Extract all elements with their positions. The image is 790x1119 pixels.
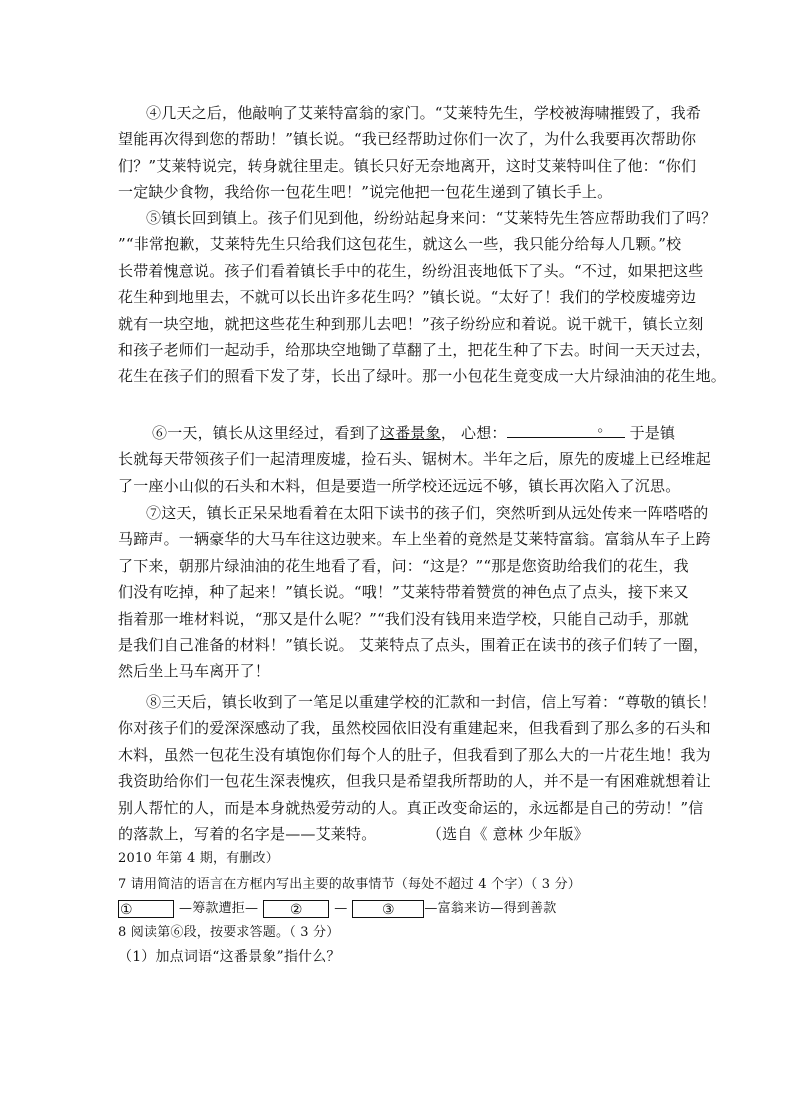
p6-tail-text: 于是镇: [624, 424, 676, 442]
text-line: 花生种到地里去，不就可以长出许多花生吗？”镇长说。“太好了！我们的学校废墟旁边: [118, 288, 697, 307]
text-line: 们？”艾莱特说完，转身就往里走。镇长只好无奈地离开，这时艾莱特叫住了他：“你们: [118, 156, 697, 175]
plot-box-3[interactable]: ③: [352, 900, 424, 918]
text-line: ⑤镇长回到镇上。孩子们见到他，纷纷站起身来问：“艾莱特先生答应帮助我们了吗？: [146, 209, 717, 227]
dotted-phrase: 这番景象: [380, 424, 441, 442]
text-line: 花生在孩子们的照看下发了芽，长出了绿叶。那一小包花生竟变成一大片绿油油的花生地。: [118, 367, 727, 386]
text-line: 木料，虽然一包花生没有填饱你们每个人的肚子，但我看到了那么大的一片花生地！我为: [118, 745, 711, 764]
paragraph-4: [118, 100, 702, 206]
text-line: 长就每天带领孩子们一起清理废墟，捡石头、锯树木。半年之后，原先的废墟上已经堆起: [118, 450, 711, 469]
p6-mid-text: ， 心想：: [440, 424, 507, 442]
text-line: ⑧三天后，镇长收到了一笔足以重建学校的汇款和一封信，信上写着：“尊敬的镇长！: [146, 693, 717, 711]
answer-blank[interactable]: [507, 416, 625, 438]
paragraph-7: [118, 500, 711, 685]
source-citation: （选自《 意林 少年版》: [434, 825, 589, 844]
text-line: 我资助给你们一包花生深表愧疚，但我只是希望我所帮助的人，并不是一有困难就想着让: [118, 772, 711, 791]
text-line: 别人帮忙的人，而是本身就热爱劳动的人。真正改变命运的，永远都是自己的劳动！”信: [118, 798, 704, 817]
text-line: 你对孩子们的爱深深感动了我，虽然校园依旧没有重建起来，但我看到了那么多的石头和: [118, 719, 711, 738]
question-7: 7 请用简洁的语言在方框内写出主要的故事情节（每处不超过 4 个字）（ 3 分）: [118, 877, 581, 892]
text-line: 一定缺少食物，我给你一包花生吧！”说完他把一包花生递到了镇长手上。: [118, 183, 613, 202]
plot-connector: —富翁来访—得到善款: [424, 901, 557, 916]
plot-box-1[interactable]: ①: [118, 900, 174, 918]
source-citation-continued: 2010 年第 4 期，有删改）: [118, 851, 279, 866]
question-8: 8 阅读第⑥段，按要求答题。（ 3 分）: [118, 925, 340, 940]
text-line: [118, 416, 678, 446]
plot-connector: —筹款遭拒—: [179, 901, 259, 916]
blank-end-mark: 。: [597, 416, 613, 435]
plot-flow-row: [118, 898, 678, 920]
text-line: 长带着愧意说。孩子们看着镇长手中的花生，纷纷沮丧地低下了头。“不过，如果把这些: [118, 261, 704, 280]
p6-lead-text: ⑥一天，镇长从这里经过，看到了: [152, 424, 381, 442]
plot-box-2[interactable]: ②: [263, 900, 329, 918]
text-line: 是我们自己准备的材料！”镇长说。 艾莱特点了点头，围着正在读书的孩子们转了一圈，: [118, 636, 709, 655]
text-line: 马蹄声。一辆豪华的大马车往这边驶来。车上坐着的竟然是艾莱特富翁。富翁从车子上跨: [118, 530, 711, 549]
questions-section: [118, 848, 678, 968]
text-line: 们没有吃掉，种了起来！”镇长说。“哦！”艾莱特带着赞赏的神色点了点头，接下来又: [118, 583, 689, 602]
text-line: ”“非常抱歉，艾莱特先生只给我们这包花生，就这么一些，我只能分给每人几颗。”校: [118, 235, 682, 254]
text-line: 然后坐上马车离开了！: [118, 662, 271, 681]
plot-connector: —: [334, 901, 348, 916]
text-line: ④几天之后，他敲响了艾莱特富翁的家门。“艾莱特先生，学校被海啸摧毁了，我希: [146, 104, 702, 122]
paragraph-8: [118, 689, 717, 847]
text-line: 指着那一堆材料说，“那又是什么呢？”“我们没有钱用来造学校，只能自己动手，那就: [118, 609, 689, 628]
text-line: [118, 821, 678, 847]
question-8-sub-1: （1）加点词语“这番景象”指什么？: [118, 949, 341, 965]
text-line: 和孩子老师们一起动手，给那块空地锄了草翻了土，把花生种了下去。时间一天天过去，: [118, 341, 711, 360]
paragraph-5: [118, 205, 727, 390]
signature-text: 的落款上，写着的名字是——艾莱特。: [118, 825, 377, 844]
text-line: 就有一块空地，就把这些花生种到那儿去吧！”孩子纷纷应和着说。说干就干，镇长立刻: [118, 314, 704, 333]
text-line: 望能再次得到您的帮助！”镇长说。“我已经帮助过你们一次了，为什么我要再次帮助你: [118, 130, 697, 149]
text-line: ⑦这天，镇长正呆呆地看着在太阳下读书的孩子们，突然听到从远处传来一阵嗒嗒的: [146, 504, 709, 522]
paragraph-6: [118, 416, 711, 499]
text-line: 了下来，朝那片绿油油的花生地看了看，问：“这是？”“那是您资助给我们的花生，我: [118, 556, 689, 575]
text-line: 了一座小山似的石头和木料，但是要造一所学校还远远不够，镇长再次陷入了沉思。: [118, 476, 681, 495]
